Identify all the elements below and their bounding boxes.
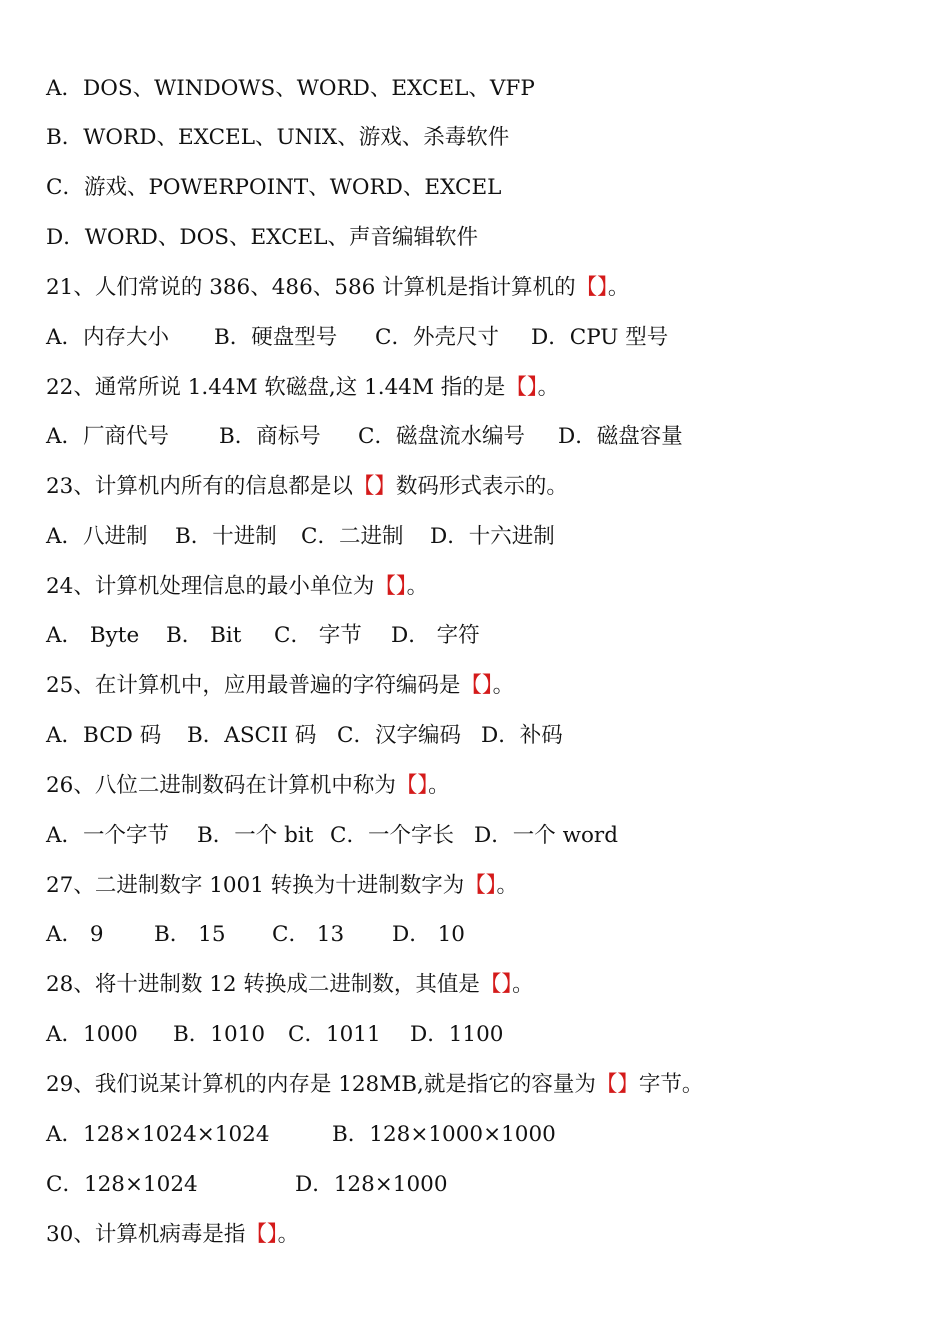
question-text: 25、在计算机中，应用最普遍的字符编码是: [46, 673, 461, 698]
answer-option: C．磁盘流水编号: [358, 424, 525, 449]
question-line: [46, 1218, 299, 1252]
question-line: [46, 271, 629, 305]
question-text-end: 。: [537, 375, 560, 400]
question-text: 27、二进制数字 1001 转换为十进制数字为: [46, 873, 465, 898]
answer-option: B．硬盘型号: [214, 325, 338, 350]
question-line: [46, 570, 428, 604]
question-line: [46, 669, 514, 703]
answer-option: C．二进制: [301, 524, 404, 549]
answer-option: A．内存大小: [46, 325, 170, 350]
answer-option: D．1100: [410, 1022, 504, 1047]
answer-option: C．汉字编码: [337, 723, 461, 748]
answer-option: C． 13: [272, 922, 345, 947]
question-text-end: 字节。: [638, 1072, 704, 1097]
question-text: 30、计算机病毒是指: [46, 1222, 246, 1247]
answer-option: C．128×1024: [46, 1172, 198, 1197]
answer-option: B．WORD、EXCEL、UNIX、游戏、杀毒软件: [46, 125, 510, 150]
answer-bracket: 【】: [575, 275, 608, 300]
answer-option: A． 9: [46, 922, 104, 947]
question-line: [46, 1068, 703, 1102]
answer-option: B．十进制: [175, 524, 277, 549]
answer-bracket: 【】: [245, 1222, 278, 1247]
answer-option: C．游戏、POWERPOINT、WORD、EXCEL: [46, 175, 502, 200]
answer-option: B． Bit: [166, 623, 242, 648]
answer-bracket: 【】: [595, 1072, 639, 1097]
answer-option: B．商标号: [219, 424, 321, 449]
answer-option: D．WORD、DOS、EXCEL、声音编辑软件: [46, 225, 479, 250]
answer-option: C． 字节: [274, 623, 362, 648]
answer-bracket: 【】: [505, 375, 538, 400]
answer-option: D．十六进制: [430, 524, 555, 549]
question-text: 23、计算机内所有的信息都是以: [46, 474, 353, 499]
question-line: [46, 769, 450, 803]
answer-option: B．ASCII 码: [187, 723, 317, 748]
answer-option: B．128×1000×1000: [332, 1122, 556, 1147]
answer-option: A．一个字节: [46, 823, 170, 848]
answer-option: A． Byte: [46, 623, 140, 648]
question-text: 29、我们说某计算机的内存是 128MB,就是指它的容量为: [46, 1072, 596, 1097]
question-text-end: 数码形式表示的。: [395, 474, 568, 499]
question-text-end: 。: [428, 773, 450, 798]
answer-option: A．BCD 码: [46, 723, 162, 748]
question-text-end: 。: [277, 1222, 300, 1247]
question-text: 28、将十进制数 12 转换成二进制数，其值是: [46, 972, 480, 997]
answer-option: D．128×1000: [295, 1172, 448, 1197]
question-text-end: 。: [406, 574, 429, 599]
answer-option: D．补码: [481, 723, 563, 748]
answer-option: D．一个 word: [474, 823, 618, 848]
answer-bracket: 【】: [352, 474, 396, 499]
answer-option: A．1000: [46, 1022, 138, 1047]
answer-bracket: 【】: [374, 574, 407, 599]
answer-bracket: 【】: [464, 873, 497, 898]
question-line: [46, 470, 568, 504]
question-text: 24、计算机处理信息的最小单位为: [46, 574, 375, 599]
answer-option: D． 字符: [391, 623, 480, 648]
answer-option: A．DOS、WINDOWS、WORD、EXCEL、VFP: [46, 76, 535, 101]
answer-option: C．外壳尺寸: [375, 325, 499, 350]
question-text: 22、通常所说 1.44M 软磁盘,这 1.44M 指的是: [46, 375, 506, 400]
answer-option: D．磁盘容量: [558, 424, 683, 449]
answer-option: B． 15: [154, 922, 226, 947]
answer-bracket: 【】: [479, 972, 513, 997]
answer-option: B．1010: [173, 1022, 266, 1047]
answer-bracket: 【】: [395, 773, 429, 798]
question-text-end: 。: [492, 673, 515, 698]
answer-option: B．一个 bit: [197, 823, 314, 848]
answer-option: C．1011: [288, 1022, 381, 1047]
answer-option: A．厂商代号: [46, 424, 170, 449]
answer-option: C．一个字长: [330, 823, 454, 848]
question-text-end: 。: [607, 275, 630, 300]
answer-option: A．128×1024×1024: [46, 1122, 270, 1147]
question-text-end: 。: [512, 972, 534, 997]
question-text: 21、人们常说的 386、486、586 计算机是指计算机的: [46, 275, 576, 300]
question-text-end: 。: [496, 873, 519, 898]
answer-option: A．八进制: [46, 524, 148, 549]
question-line: [46, 869, 518, 903]
answer-bracket: 【】: [460, 673, 493, 698]
answer-option: D．CPU 型号: [531, 325, 669, 350]
question-line: [46, 968, 534, 1002]
question-line: [46, 371, 559, 405]
question-text: 26、八位二进制数码在计算机中称为: [46, 773, 396, 798]
answer-option: D． 10: [392, 922, 465, 947]
